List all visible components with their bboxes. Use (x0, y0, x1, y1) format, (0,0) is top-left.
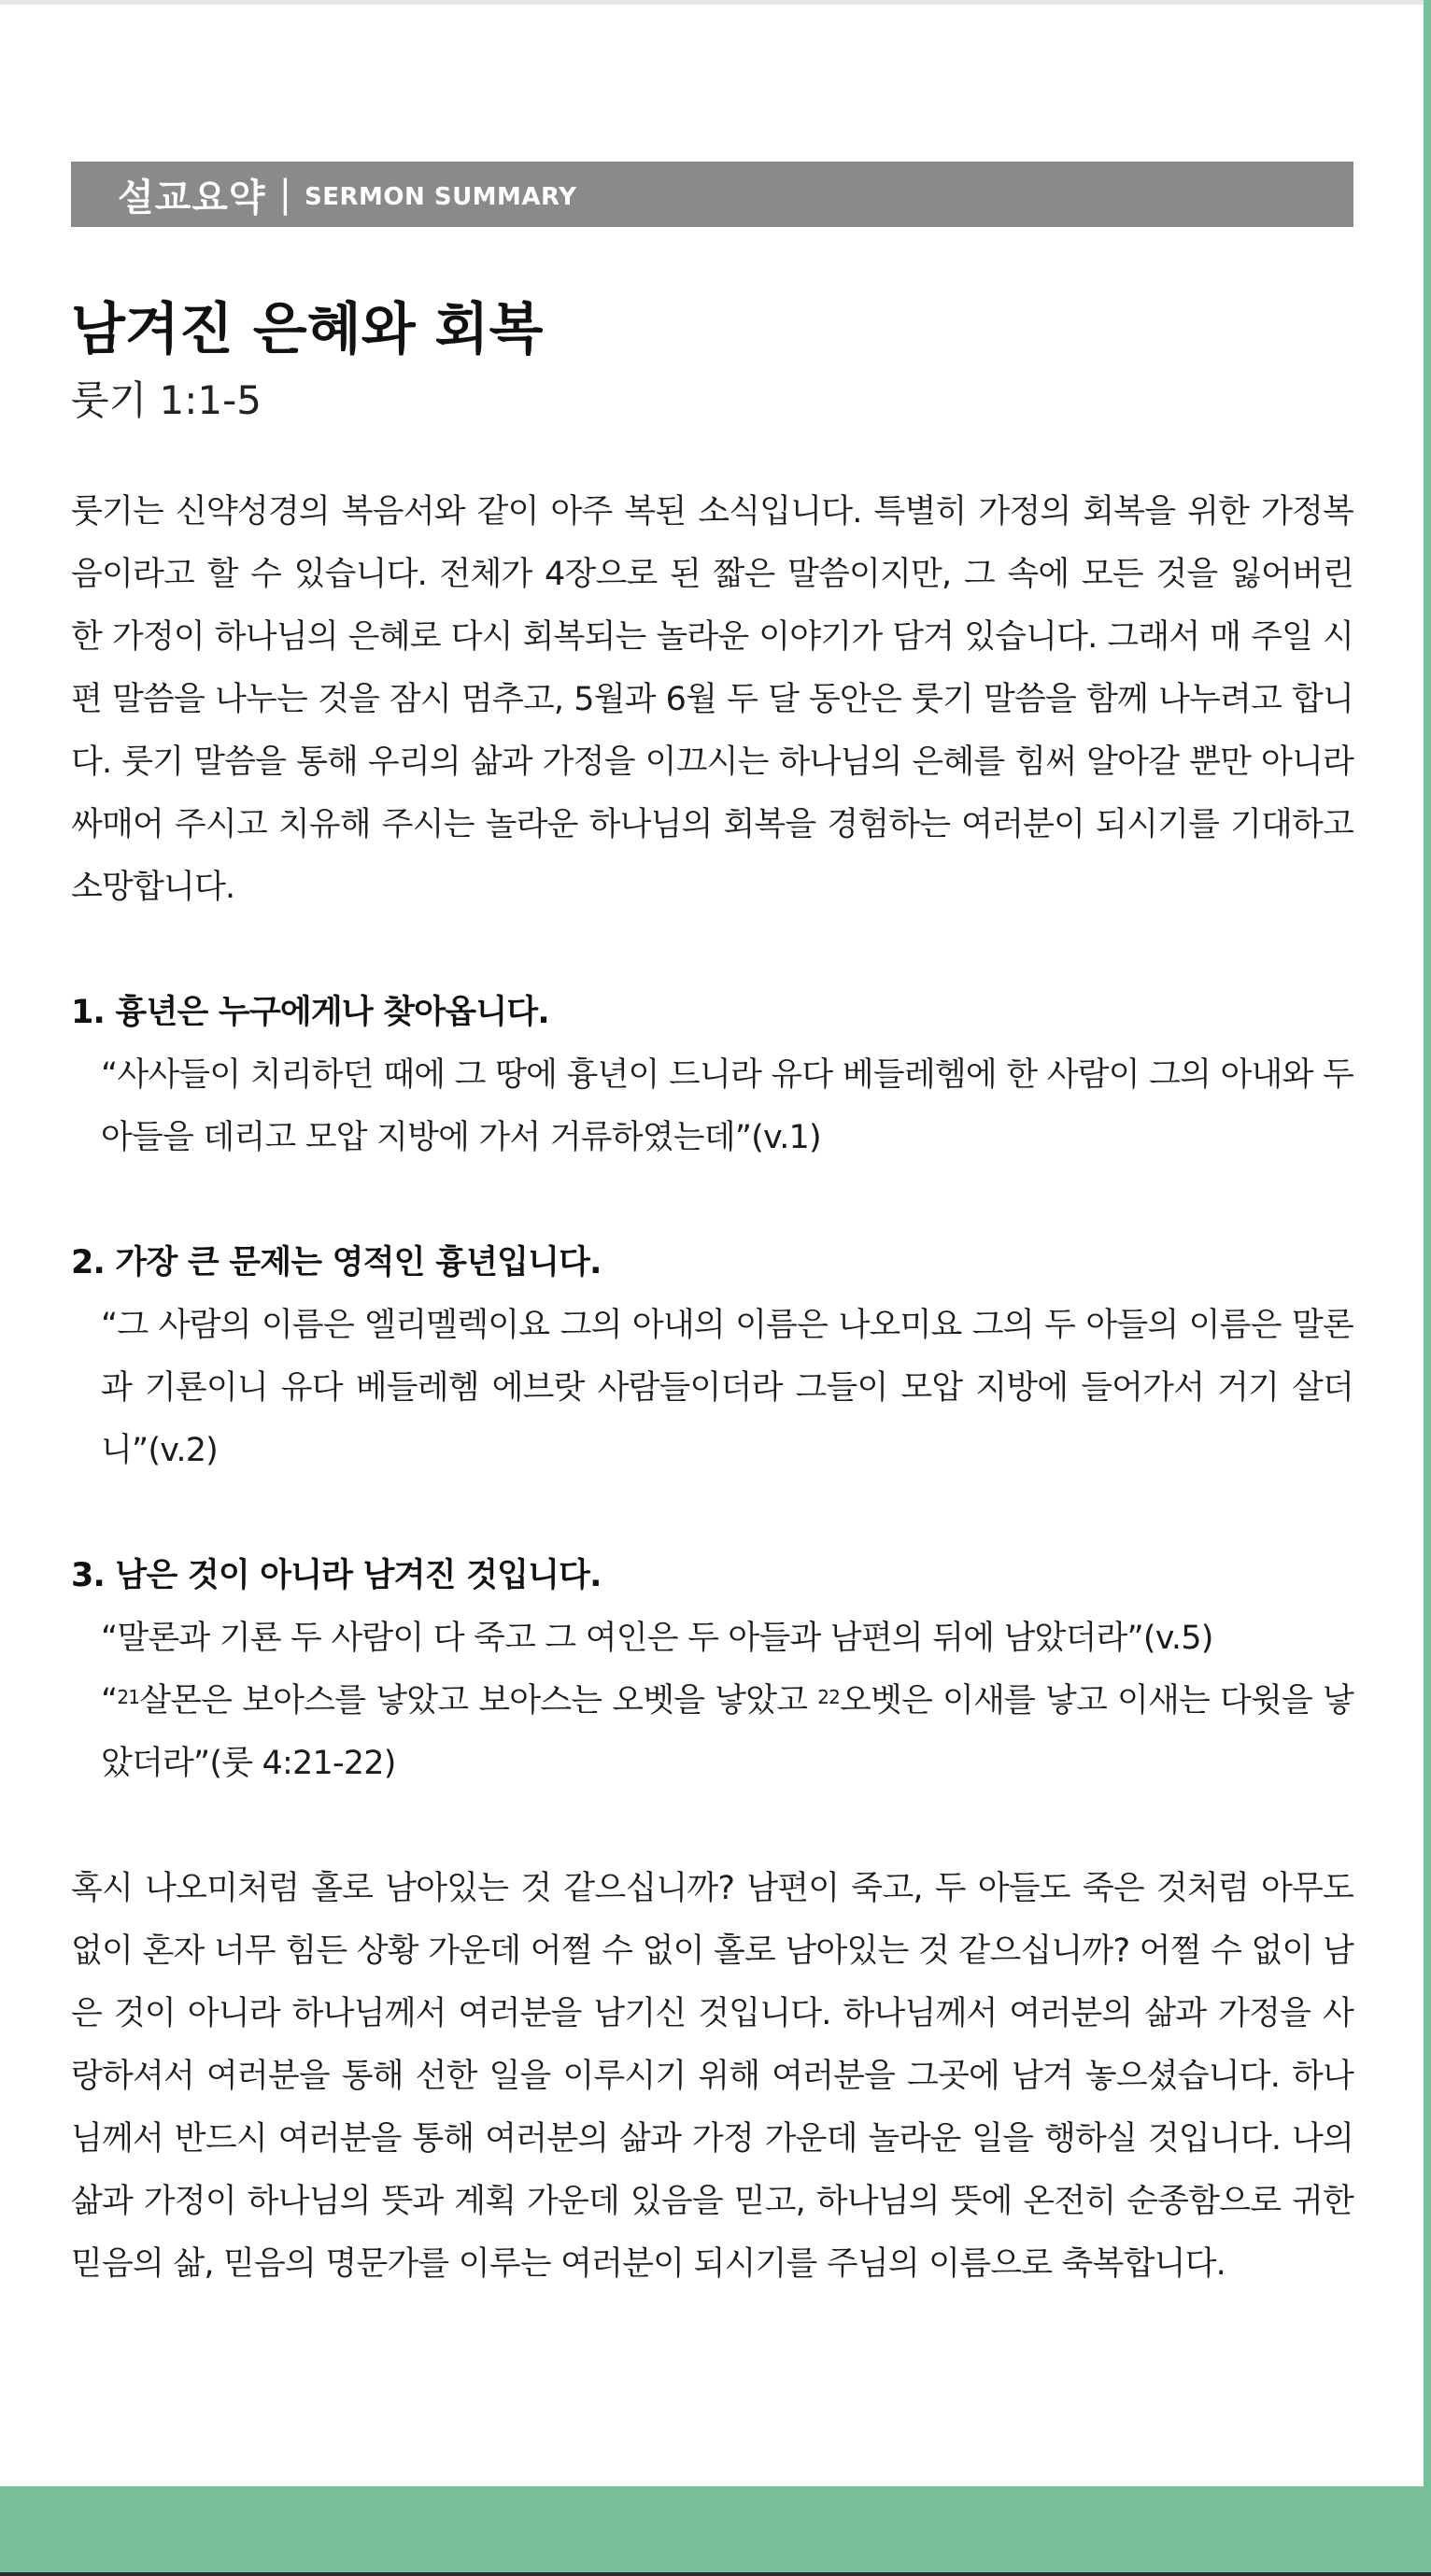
point-quote: “그 사람의 이름은 엘리멜렉이요 그의 아내의 이름은 나오미요 그의 두 아들의 이름은 말론과 기룐이니 유다 베들레헴 에브랏 사람들이더라 그들이 모압 지방에 들어가서 거기 살더니”(v.2) (101, 1307, 1353, 1469)
point-quote-ruth (71, 1670, 1353, 1795)
banner-title-korean: 설교요약 (118, 176, 266, 219)
sermon-title: 남겨진 은혜와 회복 (71, 297, 544, 362)
top-border-line (0, 0, 1431, 5)
point-quote: “말론과 기룐 두 사람이 다 죽고 그 여인은 두 아들과 남편의 뒤에 남았더라”(v.5) (101, 1620, 1213, 1657)
intro-paragraph: 룻기는 신약성경의 복음서와 같이 아주 복된 소식입니다. 특별히 가정의 회복을 위한 가정복음이라고 할 수 있습니다. 전체가 4장으로 된 짧은 말씀이지만, 그 속에 모든 것을 잃어버린 한 가정이 하나님의 은혜로 다시 회복되는 놀라운 이야기가 담겨 있습니다. 그래서 매 주일 시편 말씀을 나누는 것을 잠시 멈추고, 5월과 6월 두 달 동안은 룻기 말씀을 함께 나누려고 합니다. 룻기 말씀을 통해 우리의 삶과 가정을 이끄시는 하나님의 은혜를 힘써 알아갈 뿐만 아니라 싸매어 주시고 치유해 주시는 놀라운 하나님의 회복을 경험하는 여러분이 되시기를 기대하고 소망합니다. (71, 493, 1353, 906)
point-heading: 3. 남은 것이 아니라 남겨진 것입니다. (71, 1557, 602, 1594)
point-quote: “사사들이 치리하던 때에 그 땅에 흉년이 드니라 유다 베들레헴에 한 사람이 그의 아내와 두 아들을 데리고 모압 지방에 가서 거류하였는데”(v.1) (101, 1056, 1353, 1156)
verse-number-22: 22 (817, 1686, 841, 1708)
point-heading: 2. 가장 큰 문제는 영적인 흉년입니다. (71, 1244, 602, 1281)
closing-paragraph: 혹시 나오미처럼 홀로 남아있는 것 같으십니까? 남편이 죽고, 두 아들도 죽은 것처럼 아무도 없이 혼자 너무 힘든 상황 가운데 어쩔 수 없이 홀로 남아있는 것 같으십니까? 어쩔 수 없이 남은 것이 아니라 하나님께서 여러분을 남기신 것입니다. 하나님께서 여러분의 삶과 가정을 사랑하셔서 여러분을 통해 선한 일을 이루시기 위해 여러분을 그곳에 남겨 놓으셨습니다. 하나님께서 반드시 여러분을 통해 여러분의 삶과 가정 가운데 놀라운 일을 행하실 것입니다. 나의 삶과 가정이 하나님의 뜻과 계획 가운데 있음을 믿고, 하나님의 뜻에 온전히 순종함으로 귀한 믿음의 삶, 믿음의 명문가를 이루는 여러분이 되시기를 주님의 이름으로 축복합니다. (71, 1870, 1353, 2283)
sermon-summary-page (71, 162, 1353, 2296)
banner-title-english: SERMON SUMMARY (305, 183, 577, 211)
banner-separator: | (278, 173, 292, 216)
right-accent-stripe (1424, 0, 1431, 2576)
footer-bottom-line (0, 2572, 1431, 2576)
verse-number-21: 21 (117, 1686, 140, 1708)
quote-verse-22: 오벳은 이새를 낳고 이새는 다윗을 낳았더라”(룻 4:21-22) (101, 1682, 1354, 1782)
quote-open-mark: “ (101, 1682, 118, 1720)
footer-band (0, 2486, 1431, 2576)
point-3 (71, 1545, 1353, 1795)
point-heading: 1. 흉년은 누구에게나 찾아옵니다. (71, 994, 549, 1031)
point-2 (71, 1232, 1353, 1482)
scripture-reference: 룻기 1:1-5 (71, 377, 262, 423)
quote-verse-21: 살몬은 보아스를 낳았고 보아스는 오벳을 낳았고 (139, 1682, 818, 1720)
section-banner (71, 162, 1353, 227)
point-1 (71, 982, 1353, 1169)
